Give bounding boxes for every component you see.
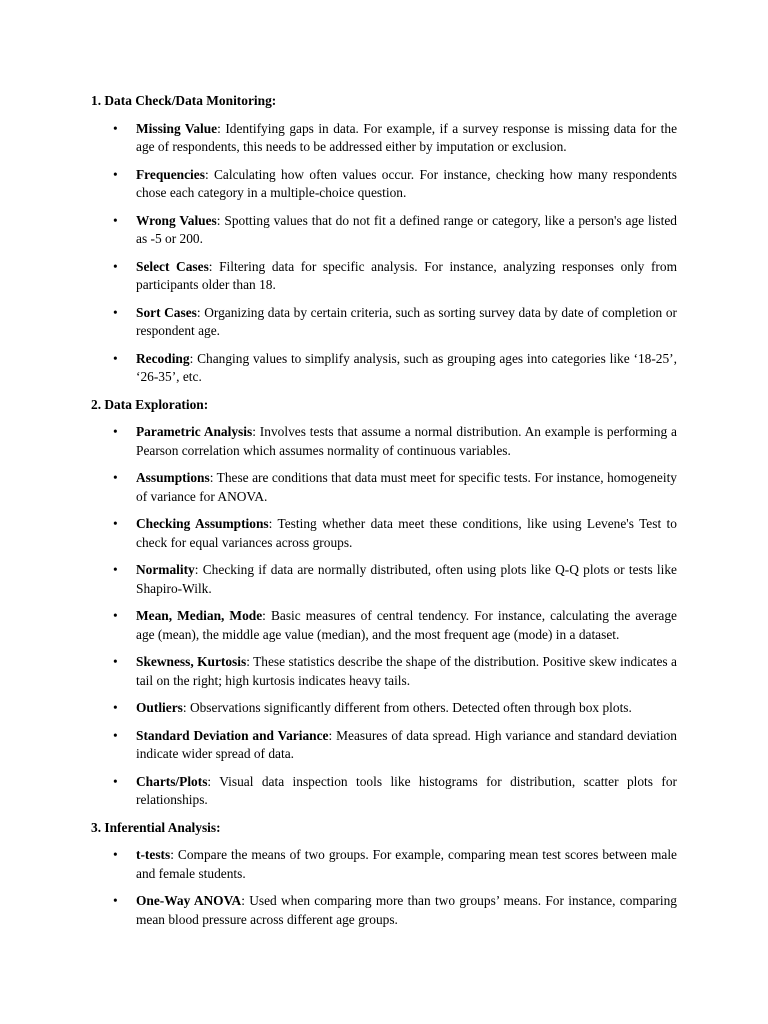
item-term: Sort Cases — [136, 304, 197, 320]
list-item — [91, 469, 677, 506]
item-description: : Testing whether data meet these conditions, like using Levene's Test to check for equal variances across groups. — [136, 516, 677, 550]
item-description: : Filtering data for specific analysis. For instance, analyzing responses only from participants older than 18. — [136, 258, 678, 292]
bullet-icon: • — [113, 773, 118, 789]
list-item — [91, 166, 677, 203]
item-term: Charts/Plots — [136, 773, 208, 789]
section-heading: 2. Data Exploration: — [91, 396, 209, 412]
bullet-icon: • — [113, 258, 118, 274]
item-term: Parametric Analysis — [136, 424, 253, 439]
item-description: : Used when comparing more than two groups’ means. For instance, comparing mean blood pressure across different age groups. — [136, 893, 677, 927]
item-description: : Organizing data by certain criteria, such as sorting survey data by date of completion or respondent age. — [136, 304, 678, 338]
bullet-icon: • — [113, 304, 118, 320]
list-item — [91, 773, 677, 810]
list-item — [91, 892, 677, 929]
list-item — [91, 423, 677, 460]
bullet-icon: • — [113, 120, 118, 136]
item-description: : Involves tests that assume a normal distribution. An example is performing a Pearson correlation which assumes normality of continuous variables. — [136, 424, 677, 458]
item-term: Frequencies — [136, 166, 205, 182]
list-item — [91, 515, 677, 552]
list-item — [91, 561, 677, 598]
list-item — [91, 120, 677, 157]
bullet-icon: • — [113, 893, 118, 908]
section-2 — [91, 396, 677, 810]
list-item — [91, 212, 677, 249]
list-item — [91, 350, 677, 387]
item-description: : These statistics describe the shape of the distribution. Positive skew indicates a tail on the right; high kurtosis indicates heavy tails. — [136, 654, 677, 688]
item-term: Recoding — [136, 350, 190, 366]
item-term: Normality — [136, 562, 195, 577]
bullet-icon: • — [113, 608, 118, 623]
section-heading: 1. Data Check/Data Monitoring: — [91, 93, 277, 108]
bullet-icon: • — [113, 470, 118, 485]
list-item — [91, 727, 677, 764]
bullet-icon: • — [113, 424, 118, 439]
list-item — [91, 699, 677, 718]
bullet-icon: • — [113, 562, 118, 577]
bullet-icon: • — [113, 516, 118, 531]
bullet-icon: • — [113, 700, 118, 715]
section-heading: 3. Inferential Analysis: — [91, 819, 221, 835]
bullet-icon: • — [113, 727, 118, 743]
item-term: Mean, Median, Mode — [136, 608, 263, 623]
list-item — [91, 653, 677, 690]
item-description: : Compare the means of two groups. For example, comparing mean test scores between male and female students. — [136, 847, 677, 881]
list-item — [91, 304, 677, 341]
item-term: t-tests — [136, 847, 171, 862]
item-description: : Observations significantly different from others. Detected often through box plots. — [182, 700, 632, 715]
item-description: : Changing values to simplify analysis, such as grouping ages into categories like ‘18-25’, ‘26-35’, etc. — [136, 350, 677, 384]
bullet-icon: • — [113, 847, 118, 862]
item-description: : Basic measures of central tendency. For instance, calculating the average age (mean), the middle age value (median), and the most frequent age (mode) in a dataset. — [136, 608, 677, 642]
item-description: : Spotting values that do not fit a defined range or category, like a person's age listed as -5 or 200. — [136, 212, 677, 246]
item-term: Standard Deviation and Variance — [136, 727, 329, 743]
document-body — [91, 92, 677, 938]
bullet-icon: • — [113, 166, 118, 182]
item-term: Assumptions — [136, 470, 210, 485]
item-term: Missing Value — [136, 120, 218, 136]
bullet-list — [91, 423, 677, 810]
list-item — [91, 607, 677, 644]
bullet-list — [91, 120, 677, 387]
item-term: Wrong Values — [136, 212, 217, 228]
bullet-list — [91, 846, 677, 929]
item-term: Select Cases — [136, 258, 209, 274]
item-description: : Visual data inspection tools like histograms for distribution, scatter plots for relationships. — [136, 773, 677, 807]
list-item — [91, 846, 677, 883]
item-description: : These are conditions that data must meet for specific tests. For instance, homogeneity of variance for ANOVA. — [136, 470, 677, 504]
item-term: Skewness, Kurtosis — [136, 654, 247, 669]
section-1 — [91, 92, 677, 387]
section-3 — [91, 819, 677, 930]
bullet-icon: • — [113, 654, 118, 669]
item-term: Checking Assumptions — [136, 516, 269, 531]
list-item — [91, 258, 677, 295]
bullet-icon: • — [113, 212, 118, 228]
item-description: : Measures of data spread. High variance and standard deviation indicate wider spread of data. — [136, 727, 677, 761]
item-description: : Calculating how often values occur. For instance, checking how many respondents chose each category in a multiple-choice question. — [136, 166, 677, 200]
item-term: Outliers — [136, 700, 183, 715]
item-description: : Identifying gaps in data. For example, if a survey response is missing data for the age of respondents, this needs to be addressed either by imputation or exclusion. — [136, 120, 678, 154]
item-description: : Checking if data are normally distributed, often using plots like Q-Q plots or tests like Shapiro-Wilk. — [136, 562, 677, 596]
item-term: One-Way ANOVA — [136, 893, 242, 908]
bullet-icon: • — [113, 350, 118, 366]
